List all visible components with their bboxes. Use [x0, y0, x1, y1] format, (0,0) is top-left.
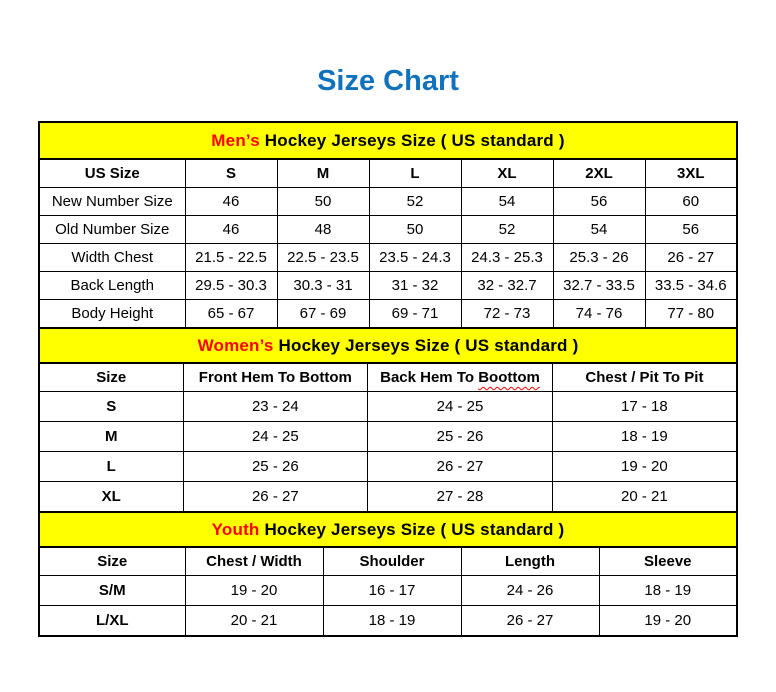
mens-section-highlight: Men’s: [211, 130, 260, 150]
table-row: [39, 188, 737, 216]
table-row: [39, 606, 737, 637]
column-header: 3XL: [645, 159, 737, 188]
column-header: Size: [39, 547, 185, 576]
table-row: [39, 272, 737, 300]
column-header: 2XL: [553, 159, 645, 188]
table-cell: 56: [553, 188, 645, 216]
column-header: Size: [39, 363, 183, 392]
table-row: [39, 216, 737, 244]
row-label: S: [39, 392, 183, 422]
womens-section-header-row: [39, 328, 737, 363]
table-row: [39, 422, 737, 452]
table-cell: 46: [185, 216, 277, 244]
table-cell: 67 - 69: [277, 300, 369, 329]
page-title: Size Chart: [317, 65, 459, 97]
table-cell: 54: [553, 216, 645, 244]
mens-section-header: [39, 122, 737, 159]
table-cell: 20 - 21: [552, 482, 737, 513]
table-cell: 23 - 24: [183, 392, 368, 422]
table-cell: 54: [461, 188, 553, 216]
table-cell: 77 - 80: [645, 300, 737, 329]
womens-size-table: [38, 327, 738, 513]
table-cell: 60: [645, 188, 737, 216]
table-row: [39, 482, 737, 513]
table-cell: 72 - 73: [461, 300, 553, 329]
row-label: Back Length: [39, 272, 185, 300]
misspelled-word: Boottom: [478, 369, 540, 386]
table-cell: 24 - 26: [461, 576, 599, 606]
table-cell: 50: [369, 216, 461, 244]
table-cell: 32 - 32.7: [461, 272, 553, 300]
table-cell: 31 - 32: [369, 272, 461, 300]
table-cell: 52: [461, 216, 553, 244]
table-cell: 56: [645, 216, 737, 244]
table-cell: 25.3 - 26: [553, 244, 645, 272]
row-label: Old Number Size: [39, 216, 185, 244]
row-label: New Number Size: [39, 188, 185, 216]
table-cell: 69 - 71: [369, 300, 461, 329]
column-header: Length: [461, 547, 599, 576]
womens-header-row: [39, 363, 737, 392]
row-label: Body Height: [39, 300, 185, 329]
column-header: Chest / Pit To Pit: [552, 363, 737, 392]
table-cell: 65 - 67: [185, 300, 277, 329]
table-cell: 24 - 25: [368, 392, 553, 422]
youth-size-table: [38, 511, 738, 637]
row-label: L/XL: [39, 606, 185, 637]
table-cell: 23.5 - 24.3: [369, 244, 461, 272]
table-cell: 46: [185, 188, 277, 216]
table-cell: 29.5 - 30.3: [185, 272, 277, 300]
mens-header-row: [39, 159, 737, 188]
table-cell: 19 - 20: [552, 452, 737, 482]
table-cell: 27 - 28: [368, 482, 553, 513]
table-cell: 32.7 - 33.5: [553, 272, 645, 300]
row-label: S/M: [39, 576, 185, 606]
table-cell: 74 - 76: [553, 300, 645, 329]
table-row: [39, 576, 737, 606]
table-cell: 17 - 18: [552, 392, 737, 422]
table-cell: 18 - 19: [552, 422, 737, 452]
table-cell: 24.3 - 25.3: [461, 244, 553, 272]
youth-section-highlight: Youth: [211, 519, 260, 539]
youth-section-header: [39, 512, 737, 547]
table-cell: 25 - 26: [183, 452, 368, 482]
table-cell: 48: [277, 216, 369, 244]
column-header: US Size: [39, 159, 185, 188]
table-row: [39, 244, 737, 272]
table-cell: 22.5 - 23.5: [277, 244, 369, 272]
table-cell: 33.5 - 34.6: [645, 272, 737, 300]
table-cell: 19 - 20: [599, 606, 737, 637]
table-cell: 18 - 19: [599, 576, 737, 606]
womens-section-header: [39, 328, 737, 363]
table-row: [39, 392, 737, 422]
table-cell: 18 - 19: [323, 606, 461, 637]
womens-section-highlight: Women’s: [197, 335, 274, 355]
size-tables: [38, 121, 738, 637]
column-header: S: [185, 159, 277, 188]
table-cell: 50: [277, 188, 369, 216]
table-cell: 26 - 27: [368, 452, 553, 482]
row-label: Width Chest: [39, 244, 185, 272]
table-cell: 30.3 - 31: [277, 272, 369, 300]
table-cell: 26 - 27: [461, 606, 599, 637]
youth-header-row: [39, 547, 737, 576]
column-header: Sleeve: [599, 547, 737, 576]
table-cell: 26 - 27: [183, 482, 368, 513]
table-cell: 24 - 25: [183, 422, 368, 452]
row-label: XL: [39, 482, 183, 513]
row-label: M: [39, 422, 183, 452]
mens-section-title-rest: Hockey Jerseys Size ( US standard ): [259, 130, 565, 150]
womens-section-title-rest: Hockey Jerseys Size ( US standard ): [273, 335, 579, 355]
column-header: Front Hem To Bottom: [183, 363, 368, 392]
table-cell: 16 - 17: [323, 576, 461, 606]
table-cell: 19 - 20: [185, 576, 323, 606]
mens-section-header-row: [39, 122, 737, 159]
header-text: Back Hem To: [380, 369, 479, 386]
row-label: L: [39, 452, 183, 482]
column-header: L: [369, 159, 461, 188]
table-cell: 52: [369, 188, 461, 216]
table-cell: 21.5 - 22.5: [185, 244, 277, 272]
column-header: Shoulder: [323, 547, 461, 576]
table-row: [39, 300, 737, 329]
column-header: M: [277, 159, 369, 188]
mens-size-table: [38, 121, 738, 329]
column-header-misspelled: [368, 363, 553, 392]
table-cell: 25 - 26: [368, 422, 553, 452]
column-header: XL: [461, 159, 553, 188]
column-header: Chest / Width: [185, 547, 323, 576]
table-cell: 26 - 27: [645, 244, 737, 272]
table-row: [39, 452, 737, 482]
youth-section-title-rest: Hockey Jerseys Size ( US standard ): [259, 519, 565, 539]
youth-section-header-row: [39, 512, 737, 547]
table-cell: 20 - 21: [185, 606, 323, 637]
